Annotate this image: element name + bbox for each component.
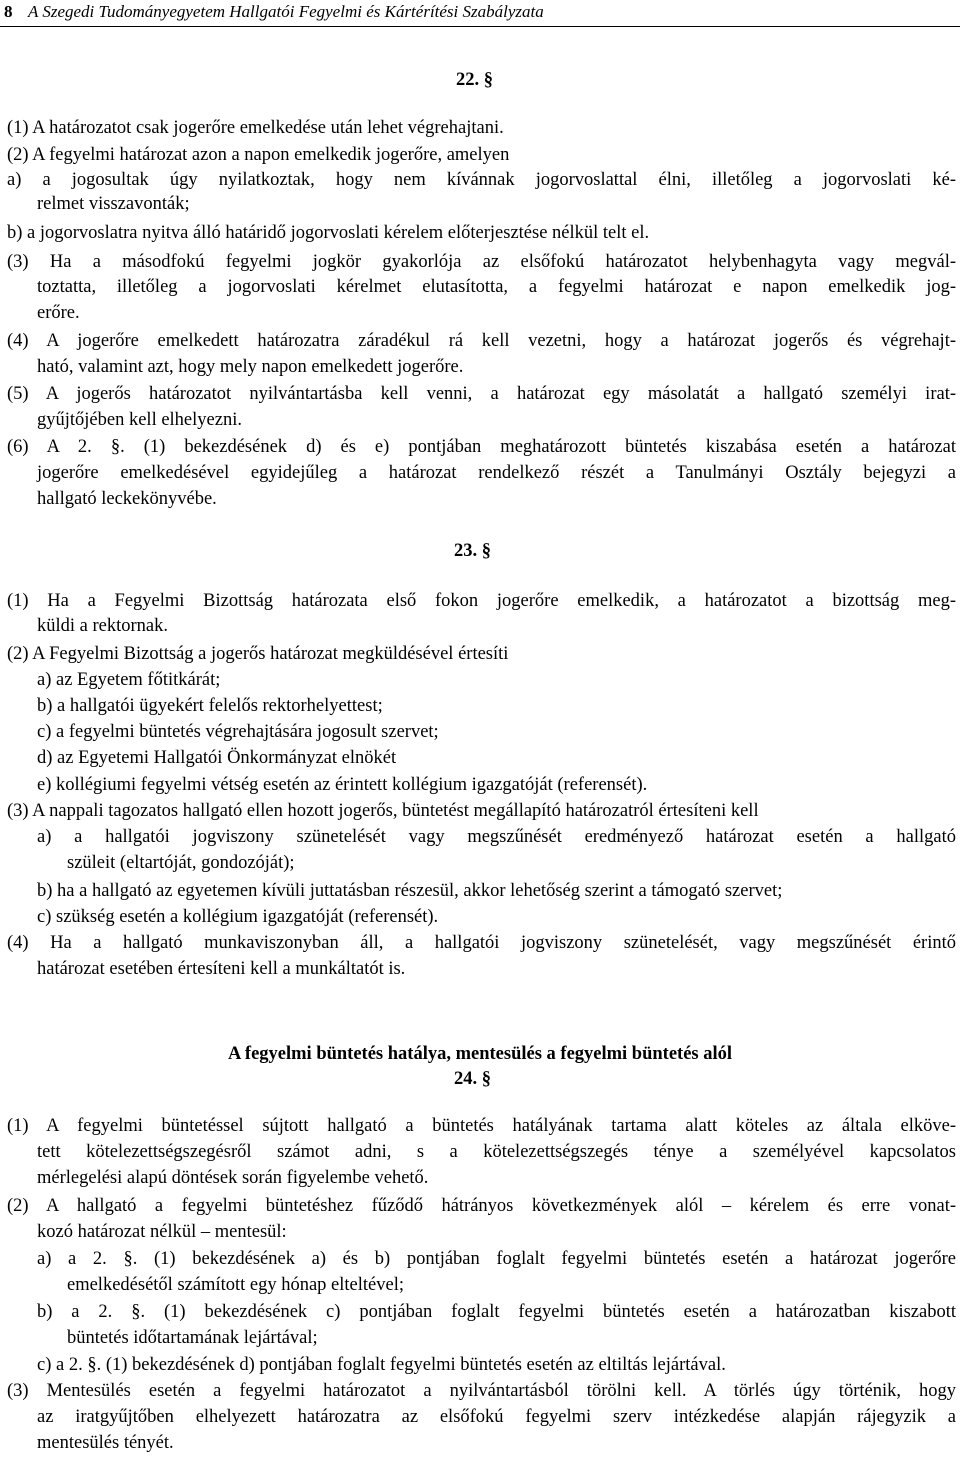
s23-p4-line2: határozat esetében értesíteni kell a munkáltatót is. (37, 959, 406, 979)
s23-p2-item-a: a) az Egyetem főtitkárát; (37, 670, 221, 690)
page-header (0, 0, 960, 27)
s22-p3-line2: toztatta, illetőleg a jogorvoslati kérelmet elutasította, a fegyelmi határozat e napon emelkedik jog- (37, 277, 956, 297)
s22-p6-line2: jogerőre emelkedésével egyidejűleg a határozat rendelkező részét a Tanulmányi Osztály bejegyzi a (37, 463, 956, 483)
s24-p3-line2: az iratgyűjtőben elhelyezett határozatra az elsőfokú fegyelmi szerv intézkedése alapján rájegyzik a (37, 1407, 956, 1427)
s22-p6-line1: (6) A 2. §. (1) bekezdésének d) és e) pontjában meghatározott büntetés kiszabása esetén a határozat (7, 437, 956, 457)
s23-p4-line1: (4) Ha a hallgató munkaviszonyban áll, a hallgatói jogviszony szünetelését, vagy megszűnését érintő (7, 933, 956, 953)
s22-p3-line3: erőre. (37, 303, 80, 323)
s24-p1-line1: (1) A fegyelmi büntetéssel sújtott hallgató a büntetés hatályának tartama alatt köteles az általa elköve- (7, 1116, 956, 1136)
s23-p3: (3) A nappali tagozatos hallgató ellen hozott jogerős, büntetést megállapító határozatról értesíteni kell (7, 801, 759, 821)
s24-p2a-line2: emelkedésétől számított egy hónap elteltével; (67, 1275, 404, 1295)
s22-p6-line3: hallgató leckekönyvébe. (37, 489, 217, 509)
s24-p2c-line1: c) a 2. §. (1) bekezdésének d) pontjában foglalt fegyelmi büntetés esetén az eltiltás lejártával. (37, 1355, 726, 1375)
s22-p5-line2: gyűjtőjében kell elhelyezni. (37, 410, 242, 430)
section-24-heading: 24. § (454, 1069, 491, 1089)
s23-p2: (2) A Fegyelmi Bizottság a jogerős határozat megküldésével értesíti (7, 644, 509, 664)
s24-p2b-line1: b) a 2. §. (1) bekezdésének c) pontjában foglalt fegyelmi büntetés esetén a határozatban kiszabott (37, 1302, 956, 1322)
s22-p2a-line2: relmet visszavonták; (37, 194, 190, 214)
s22-p4-line1: (4) A jogerőre emelkedett határozatra záradékul rá kell vezetni, hogy a határozat jogerős és végrehajt- (7, 331, 956, 351)
s24-p2b-line2: büntetés időtartamának lejártával; (67, 1328, 318, 1348)
s24-p3-line1: (3) Mentesülés esetén a fegyelmi határozatot a nyilvántartásból törölni kell. A törlés úgy történik, hogy (7, 1381, 956, 1401)
s23-p2-item-b: b) a hallgatói ügyekért felelős rektorhelyettest; (37, 696, 383, 716)
s22-p3-line1: (3) Ha a másodfokú fegyelmi jogkör gyakorlója az elsőfokú határozatot helybenhagyta vagy megvál- (7, 252, 956, 272)
s23-p2-item-c: c) a fegyelmi büntetés végrehajtására jogosult szervet; (37, 722, 439, 742)
s23-p1-line2: küldi a rektornak. (37, 616, 168, 636)
s23-p2-item-e: e) kollégiumi fegyelmi vétség esetén az érintett kollégium igazgatóját (referensét). (37, 775, 648, 795)
s22-p5-line1: (5) A jogerős határozatot nyilvántartásba kell venni, a határozat egy másolatát a hallgató személyi irat- (7, 384, 956, 404)
running-title: A Szegedi Tudományegyetem Hallgatói Fegyelmi és Kártérítési Szabályzata (28, 2, 544, 21)
s23-p3a-line1: a) a hallgatói jogviszony szünetelését vagy megszűnését eredményező határozat esetén a hallgató (37, 827, 956, 847)
s23-p3c: c) szükség esetén a kollégium igazgatóját (referensét). (37, 907, 439, 927)
s24-p2-line2: kozó határozat nélkül – mentesül: (37, 1222, 287, 1242)
s22-p4-line2: ható, valamint azt, hogy mely napon emelkedett jogerőre. (37, 357, 464, 377)
s24-p2a-line1: a) a 2. §. (1) bekezdésének a) és b) pontjában foglalt fegyelmi büntetés esetén a határozat jogerőre (37, 1249, 956, 1269)
s23-p3b: b) ha a hallgató az egyetemen kívüli juttatásban részesül, akkor lehetőség szerint a támogató szervet; (37, 881, 783, 901)
s24-p1-line3: mérlegelési alapú döntések során figyelembe vehető. (37, 1168, 429, 1188)
s23-p2-item-d: d) az Egyetemi Hallgatói Önkormányzat elnökét (37, 748, 397, 768)
s22-p2b: b) a jogorvoslatra nyitva álló határidő jogorvoslati kérelem előterjesztése nélkül telt el. (7, 223, 650, 243)
section-22-heading: 22. § (456, 70, 493, 90)
s23-p3a-line2: szüleit (eltartóját, gondozóját); (67, 853, 295, 873)
s24-p2-line1: (2) A hallgató a fegyelmi büntetéshez fűződő hátrányos következmények alól – kérelem és erre vonat- (7, 1196, 956, 1216)
s24-p3-line3: mentesülés tényét. (37, 1433, 174, 1453)
page-number: 8 (4, 2, 13, 21)
section-23-heading: 23. § (454, 541, 491, 561)
s23-p1-line1: (1) Ha a Fegyelmi Bizottság határozata első fokon jogerőre emelkedik, a határozatot a bizottság meg- (7, 591, 956, 611)
s24-p1-line2: tett kötelezettségszegésről számot adni, s a kötelezettségszegés ténye a személyével kapcsolatos (37, 1142, 956, 1162)
s22-p2: (2) A fegyelmi határozat azon a napon emelkedik jogerőre, amelyen (7, 145, 510, 165)
s22-p1: (1) A határozatot csak jogerőre emelkedése után lehet végrehajtani. (7, 118, 504, 138)
section-24-title: A fegyelmi büntetés hatálya, mentesülés a fegyelmi büntetés alól (227, 1044, 733, 1064)
s22-p2a-line1: a) a jogosultak úgy nyilatkoztak, hogy nem kívánnak jogorvoslattal élni, illetőleg a jogorvoslati ké- (7, 170, 956, 190)
